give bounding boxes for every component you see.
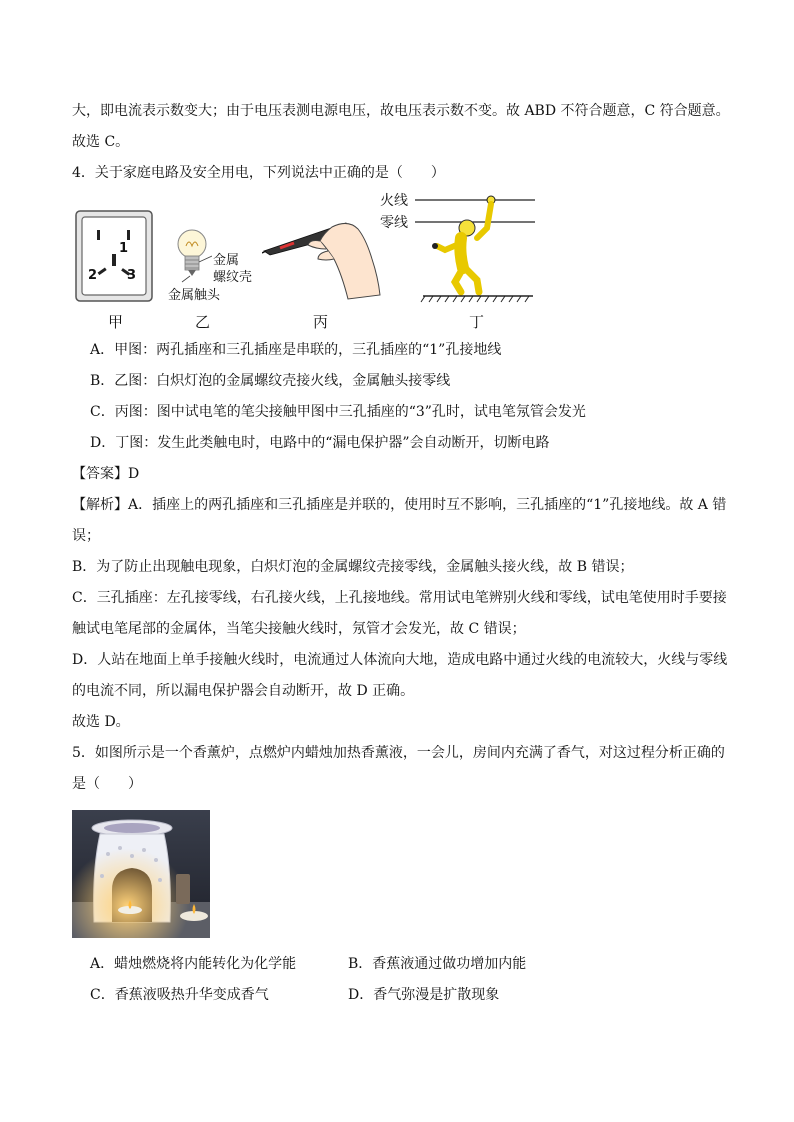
socket-hole-1: 1 — [119, 241, 129, 256]
carryover-line-2: 故选 C。 — [72, 134, 130, 150]
socket-hole-3: 3 — [127, 268, 137, 283]
bulb-text-screw-shell: 螺纹壳 — [213, 270, 253, 285]
q5-option-d: D．香气弥漫是扩散现象 — [348, 987, 500, 1003]
q4-stem: 4．关于家庭电路及安全用电，下列说法中正确的是（ ） — [72, 165, 445, 181]
socket-hole-2: 2 — [88, 268, 98, 283]
q4-option-d: D．丁图：发生此类触电时，电路中的“漏电保护器”会自动断开，切断电路 — [90, 435, 550, 451]
bulb-text-metal-contact: 金属触头 — [168, 288, 221, 303]
figure-caption-bing: 丙 — [313, 313, 329, 331]
test-pen-figure — [262, 215, 382, 301]
aroma-burner-photo — [72, 810, 210, 938]
q4-answer: 【答案】D — [72, 466, 140, 482]
shock-figure — [415, 188, 537, 308]
q5-stem-line-2: 是（ ） — [72, 776, 142, 792]
figure-caption-yi: 乙 — [195, 313, 211, 331]
q5-option-a: A．蜡烛燃烧将内能转化为化学能 — [90, 956, 297, 972]
socket-figure — [75, 210, 153, 302]
q4-analysis-line-1: 【解析】A．插座上的两孔插座和三孔插座是并联的，使用时互不影响，三孔插座的“1”孔接地线。故 A 错 — [72, 497, 727, 513]
carryover-line-1: 大，即电流表示数变大；由于电压表测电源电压，故电压表示数不变。故 ABD 不符合题意，C 符合题意。 — [72, 103, 730, 119]
q4-analysis-line-8: 故选 D。 — [72, 714, 130, 730]
neutral-wire-label: 零线 — [380, 215, 408, 231]
q5-option-c: C．香蕉液吸热升华变成香气 — [90, 987, 269, 1003]
q4-analysis-line-4: C．三孔插座：左孔接零线，右孔接火线，上孔接地线。常用试电笔辨别火线和零线，试电笔使用时手要接 — [72, 590, 727, 606]
bulb-figure — [172, 228, 212, 284]
q4-option-b: B．乙图：白炽灯泡的金属螺纹壳接火线，金属触头接零线 — [90, 373, 451, 389]
q4-option-a: A．甲图：两孔插座和三孔插座是串联的，三孔插座的“1”孔接地线 — [90, 342, 502, 358]
q4-analysis-line-6: D．人站在地面上单手接触火线时，电流通过人体流向大地，造成电路中通过火线的电流较大，火线与零线 — [72, 652, 728, 668]
q5-option-b: B．香蕉液通过做功增加内能 — [348, 956, 527, 972]
q4-analysis-line-5: 触试电笔尾部的金属体，当笔尖接触火线时，氖管才会发光，故 C 错误； — [72, 621, 526, 637]
q4-option-c: C．丙图：图中试电笔的笔尖接触甲图中三孔插座的“3”孔时，试电笔氖管会发光 — [90, 404, 586, 420]
live-wire-label: 火线 — [380, 193, 408, 209]
figure-caption-ding: 丁 — [469, 313, 485, 331]
q4-analysis-line-3: B．为了防止出现触电现象，白炽灯泡的金属螺纹壳接零线，金属触头接火线，故 B 错误； — [72, 559, 634, 575]
q4-analysis-line-7: 的电流不同，所以漏电保护器会自动断开，故 D 正确。 — [72, 683, 415, 699]
q4-analysis-line-2: 误； — [72, 528, 100, 544]
figure-caption-jia: 甲 — [108, 313, 124, 331]
q5-stem-line-1: 5．如图所示是一个香薰炉，点燃炉内蜡烛加热香薰液，一会儿，房间内充满了香气，对这过程分析正确的 — [72, 745, 725, 761]
bulb-text-metal: 金属 — [213, 253, 240, 268]
